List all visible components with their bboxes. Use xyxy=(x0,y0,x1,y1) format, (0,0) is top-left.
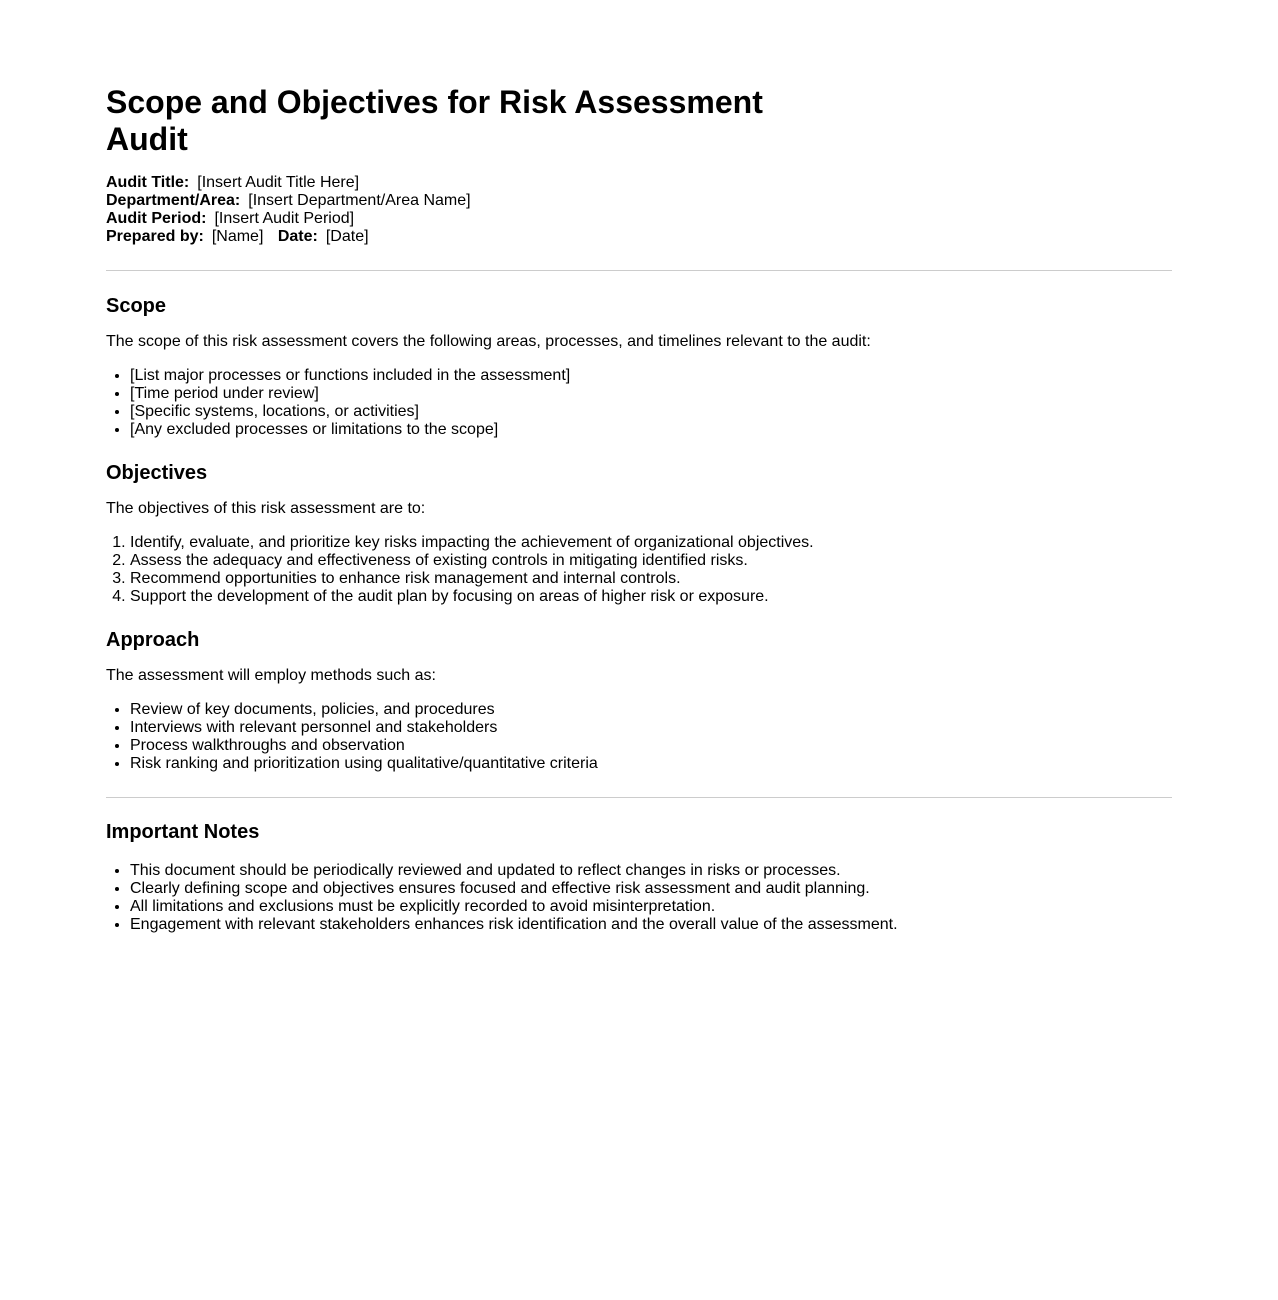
approach-heading: Approach xyxy=(106,629,200,651)
notes-list xyxy=(106,862,1172,934)
prepared-by-label: Prepared by: xyxy=(106,228,204,245)
list-item: • Engagement with relevant stakeholders enhances risk identification and the overall value of the assessment. xyxy=(130,916,1172,934)
audit-title-label: Audit Title: xyxy=(106,174,190,191)
objectives-intro: The objectives of this risk assessment are to: xyxy=(106,500,426,517)
audit-title-value: [Insert Audit Title Here] xyxy=(197,174,360,191)
audit-meta-block xyxy=(106,174,1172,246)
list-item: 3. Recommend opportunities to enhance risk management and internal controls. xyxy=(130,570,1172,588)
approach-list xyxy=(106,701,1172,773)
list-item: • All limitations and exclusions must be explicitly recorded to avoid misinterpretation. xyxy=(130,898,1172,916)
list-item: • [Time period under review] xyxy=(130,385,1172,403)
approach-intro: The assessment will employ methods such as: xyxy=(106,667,436,684)
list-item: • Clearly defining scope and objectives ensures focused and effective risk assessment and audit planning. xyxy=(130,880,1172,898)
notes-heading: Important Notes xyxy=(106,821,260,843)
meta-row-audit-title xyxy=(106,174,1172,192)
approach-section xyxy=(106,629,1172,773)
list-item: • Review of key documents, policies, and procedures xyxy=(130,701,1172,719)
scope-heading: Scope xyxy=(106,295,167,317)
date-value: [Date] xyxy=(325,228,369,245)
list-item: • [Any excluded processes or limitations to the scope] xyxy=(130,421,1172,439)
list-item: 2. Assess the adequacy and effectiveness of existing controls in mitigating identified risks. xyxy=(130,552,1172,570)
meta-row-audit-period xyxy=(106,210,1172,228)
department-value: [Insert Department/Area Name] xyxy=(248,192,471,209)
list-item: • [Specific systems, locations, or activities] xyxy=(130,403,1172,421)
objectives-list xyxy=(106,534,1172,606)
list-item: • Risk ranking and prioritization using qualitative/quantitative criteria xyxy=(130,755,1172,773)
list-item: • Interviews with relevant personnel and stakeholders xyxy=(130,719,1172,737)
audit-period-label: Audit Period: xyxy=(106,210,207,227)
list-item: 1. Identify, evaluate, and prioritize key risks impacting the achievement of organizational objectives. xyxy=(130,534,1172,552)
objectives-heading: Objectives xyxy=(106,462,208,484)
scope-list xyxy=(106,367,1172,439)
list-item: 4. Support the development of the audit plan by focusing on areas of higher risk or exposure. xyxy=(130,588,1172,606)
divider-top xyxy=(106,270,1172,271)
audit-period-value: [Insert Audit Period] xyxy=(214,210,355,227)
list-item: • Process walkthroughs and observation xyxy=(130,737,1172,755)
scope-intro: The scope of this risk assessment covers the following areas, processes, and timelines relevant to the audit: xyxy=(106,333,871,350)
date-label: Date: xyxy=(277,228,318,245)
list-item: • [List major processes or functions included in the assessment] xyxy=(130,367,1172,385)
department-label: Department/Area: xyxy=(106,192,241,209)
list-item: • This document should be periodically reviewed and updated to reflect changes in risks or processes. xyxy=(130,862,1172,880)
divider-bottom xyxy=(106,797,1172,798)
objectives-section xyxy=(106,462,1172,606)
document-title: Scope and Objectives for Risk Assessment Audit xyxy=(106,84,763,157)
notes-section xyxy=(106,821,1172,934)
meta-row-prepared-by xyxy=(106,228,1172,246)
prepared-by-value: [Name] xyxy=(211,228,264,245)
meta-row-department xyxy=(106,192,1172,210)
scope-section xyxy=(106,295,1172,439)
